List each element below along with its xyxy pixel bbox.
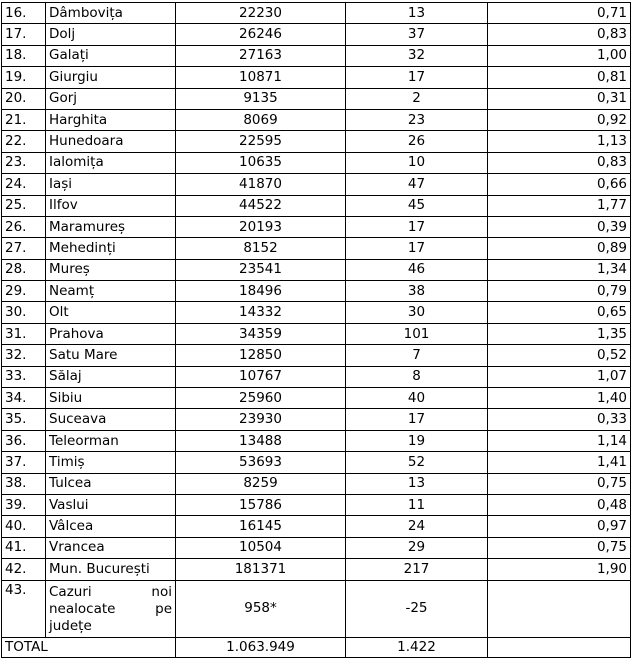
population-value: 44522: [176, 195, 346, 216]
county-name: Dâmbovița: [46, 3, 176, 24]
unallocated-label-word: Cazuri: [49, 584, 92, 601]
row-number: 37.: [2, 452, 46, 473]
cases-value: 24: [346, 516, 488, 537]
table-row-total: [2, 637, 631, 657]
county-name: Tulcea: [46, 473, 176, 494]
cases-value: 40: [346, 388, 488, 409]
county-name: Mun. București: [46, 559, 176, 580]
county-name: Dolj: [46, 24, 176, 45]
cases-value: 47: [346, 174, 488, 195]
rate-value: 1,77: [488, 195, 631, 216]
rate-value: 0,66: [488, 174, 631, 195]
cases-value: 45: [346, 195, 488, 216]
rate-value: 0,48: [488, 494, 631, 515]
table-row: [2, 302, 631, 323]
unallocated-label: [46, 580, 176, 637]
total-label: TOTAL: [2, 637, 176, 657]
population-value: 53693: [176, 452, 346, 473]
population-value: 8069: [176, 109, 346, 130]
rate-value: 1,90: [488, 559, 631, 580]
county-name: Suceava: [46, 409, 176, 430]
table-row: [2, 45, 631, 66]
table-row: [2, 152, 631, 173]
county-name: Prahova: [46, 323, 176, 344]
cases-value: 29: [346, 537, 488, 558]
cases-value: 217: [346, 559, 488, 580]
cases-value: 17: [346, 409, 488, 430]
county-name: Satu Mare: [46, 345, 176, 366]
rate-value: 0,81: [488, 67, 631, 88]
unallocated-cases: -25: [346, 580, 488, 637]
row-number: 20.: [2, 88, 46, 109]
table-row: [2, 409, 631, 430]
population-value: 10635: [176, 152, 346, 173]
county-name: Sălaj: [46, 366, 176, 387]
population-value: 13488: [176, 430, 346, 451]
row-number: 22.: [2, 131, 46, 152]
population-value: 25960: [176, 388, 346, 409]
cases-value: 46: [346, 259, 488, 280]
county-data-table: [1, 2, 631, 658]
population-value: 12850: [176, 345, 346, 366]
population-value: 26246: [176, 24, 346, 45]
row-number: 28.: [2, 259, 46, 280]
table-body: [2, 3, 631, 581]
county-name: Vaslui: [46, 494, 176, 515]
population-value: 23541: [176, 259, 346, 280]
unallocated-rate: [488, 580, 631, 637]
table-row: [2, 259, 631, 280]
cases-value: 101: [346, 323, 488, 344]
unallocated-label-word: noi: [151, 584, 172, 601]
county-name: Vâlcea: [46, 516, 176, 537]
rate-value: 0,31: [488, 88, 631, 109]
row-number: 32.: [2, 345, 46, 366]
population-value: 34359: [176, 323, 346, 344]
population-value: 22595: [176, 131, 346, 152]
unallocated-label-word: pe: [155, 601, 172, 618]
cases-value: 10: [346, 152, 488, 173]
county-name: Giurgiu: [46, 67, 176, 88]
rate-value: 0,92: [488, 109, 631, 130]
table-row: [2, 366, 631, 387]
table-row-unallocated: [2, 580, 631, 637]
population-value: 10871: [176, 67, 346, 88]
table-row: [2, 452, 631, 473]
cases-value: 2: [346, 88, 488, 109]
population-value: 8259: [176, 473, 346, 494]
table-row: [2, 494, 631, 515]
population-value: 27163: [176, 45, 346, 66]
row-number: 17.: [2, 24, 46, 45]
row-number: 16.: [2, 3, 46, 24]
table-row: [2, 281, 631, 302]
cases-value: 8: [346, 366, 488, 387]
rate-value: 0,79: [488, 281, 631, 302]
total-population: 1.063.949: [176, 637, 346, 657]
table-row: [2, 345, 631, 366]
population-value: 16145: [176, 516, 346, 537]
county-name: Galați: [46, 45, 176, 66]
rate-value: 0,97: [488, 516, 631, 537]
table-row: [2, 388, 631, 409]
rate-value: 0,71: [488, 3, 631, 24]
table-row: [2, 109, 631, 130]
table-row: [2, 473, 631, 494]
total-cases: 1.422: [346, 637, 488, 657]
population-value: 41870: [176, 174, 346, 195]
row-number: 27.: [2, 238, 46, 259]
table-row: [2, 174, 631, 195]
table-footer: [2, 580, 631, 657]
county-name: Hunedoara: [46, 131, 176, 152]
population-value: 181371: [176, 559, 346, 580]
population-value: 20193: [176, 216, 346, 237]
row-number: 21.: [2, 109, 46, 130]
county-name: Sibiu: [46, 388, 176, 409]
row-number: 31.: [2, 323, 46, 344]
table-row: [2, 88, 631, 109]
population-value: 10767: [176, 366, 346, 387]
row-number: 40.: [2, 516, 46, 537]
county-name: Neamț: [46, 281, 176, 302]
rate-value: 0,33: [488, 409, 631, 430]
row-number: 43.: [2, 580, 46, 637]
row-number: 36.: [2, 430, 46, 451]
county-name: Mureș: [46, 259, 176, 280]
rate-value: 1,40: [488, 388, 631, 409]
rate-value: 0,65: [488, 302, 631, 323]
row-number: 29.: [2, 281, 46, 302]
unallocated-population: 958*: [176, 580, 346, 637]
rate-value: 0,75: [488, 537, 631, 558]
table-row: [2, 537, 631, 558]
rate-value: 1,13: [488, 131, 631, 152]
unallocated-label-word: județe: [49, 618, 92, 635]
row-number: 35.: [2, 409, 46, 430]
table-row: [2, 559, 631, 580]
cases-value: 17: [346, 67, 488, 88]
row-number: 19.: [2, 67, 46, 88]
county-name: Iași: [46, 174, 176, 195]
rate-value: 1,35: [488, 323, 631, 344]
table-row: [2, 195, 631, 216]
rate-value: 0,75: [488, 473, 631, 494]
row-number: 18.: [2, 45, 46, 66]
rate-value: 0,39: [488, 216, 631, 237]
row-number: 26.: [2, 216, 46, 237]
table-row: [2, 67, 631, 88]
cases-value: 19: [346, 430, 488, 451]
cases-value: 37: [346, 24, 488, 45]
county-name: Timiș: [46, 452, 176, 473]
population-value: 8152: [176, 238, 346, 259]
county-name: Gorj: [46, 88, 176, 109]
cases-value: 17: [346, 238, 488, 259]
cases-value: 13: [346, 473, 488, 494]
county-name: Ilfov: [46, 195, 176, 216]
table-row: [2, 430, 631, 451]
cases-value: 11: [346, 494, 488, 515]
table-row: [2, 238, 631, 259]
cases-value: 30: [346, 302, 488, 323]
table-row: [2, 3, 631, 24]
row-number: 41.: [2, 537, 46, 558]
population-value: 14332: [176, 302, 346, 323]
rate-value: 0,83: [488, 152, 631, 173]
rate-value: 1,41: [488, 452, 631, 473]
row-number: 33.: [2, 366, 46, 387]
table-row: [2, 516, 631, 537]
table-row: [2, 323, 631, 344]
table-row: [2, 131, 631, 152]
row-number: 25.: [2, 195, 46, 216]
population-value: 22230: [176, 3, 346, 24]
county-name: Mehedinți: [46, 238, 176, 259]
population-value: 18496: [176, 281, 346, 302]
row-number: 30.: [2, 302, 46, 323]
rate-value: 1,34: [488, 259, 631, 280]
row-number: 23.: [2, 152, 46, 173]
county-name: Harghita: [46, 109, 176, 130]
county-name: Ialomița: [46, 152, 176, 173]
cases-value: 13: [346, 3, 488, 24]
county-name: Vrancea: [46, 537, 176, 558]
population-value: 15786: [176, 494, 346, 515]
rate-value: 1,14: [488, 430, 631, 451]
county-name: Teleorman: [46, 430, 176, 451]
table-row: [2, 216, 631, 237]
rate-value: 0,52: [488, 345, 631, 366]
rate-value: 0,83: [488, 24, 631, 45]
cases-value: 38: [346, 281, 488, 302]
cases-value: 7: [346, 345, 488, 366]
cases-value: 17: [346, 216, 488, 237]
county-name: Maramureș: [46, 216, 176, 237]
rate-value: 1,00: [488, 45, 631, 66]
population-value: 9135: [176, 88, 346, 109]
cases-value: 26: [346, 131, 488, 152]
population-value: 23930: [176, 409, 346, 430]
county-name: Olt: [46, 302, 176, 323]
cases-value: 52: [346, 452, 488, 473]
rate-value: 1,07: [488, 366, 631, 387]
cases-value: 32: [346, 45, 488, 66]
cases-value: 23: [346, 109, 488, 130]
rate-value: 0,89: [488, 238, 631, 259]
row-number: 42.: [2, 559, 46, 580]
table-row: [2, 24, 631, 45]
row-number: 34.: [2, 388, 46, 409]
total-rate: [488, 637, 631, 657]
row-number: 39.: [2, 494, 46, 515]
population-value: 10504: [176, 537, 346, 558]
unallocated-label-word: nealocate: [49, 601, 116, 618]
row-number: 38.: [2, 473, 46, 494]
row-number: 24.: [2, 174, 46, 195]
